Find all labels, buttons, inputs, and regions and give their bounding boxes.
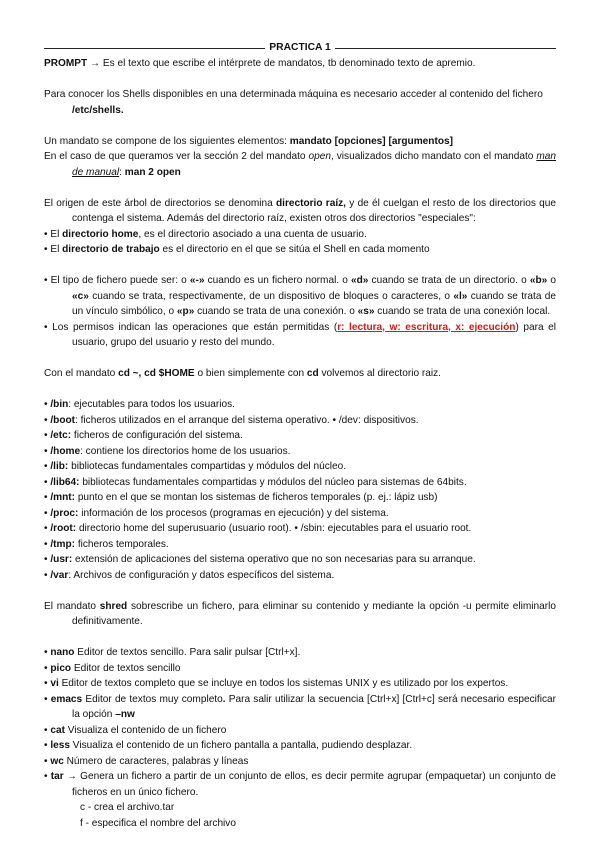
tipos-paragraph <box>44 273 556 320</box>
cmd-text: Editor de textos muy completo <box>82 693 223 705</box>
bullet: • <box>44 693 51 705</box>
document-page <box>44 40 556 831</box>
dir-text: : contiene los directorios home de los usuarios. <box>80 445 291 457</box>
dir-name: /home <box>50 445 81 457</box>
mandato-text: Un mandato se compone de los siguientes elementos: <box>44 135 290 147</box>
cd-b: cd ~, cd $HOME <box>118 368 195 379</box>
mandato-line2-a: En el caso de que queramos ver la sección 2 del mandato <box>44 151 309 162</box>
list-item <box>44 723 556 739</box>
mandato-cmd: man 2 open <box>124 166 181 178</box>
list-item <box>44 769 556 800</box>
cd-a: Con el mandato <box>44 368 119 379</box>
cmd-text2: Para salir utilizar la secuencia [Ctrl+x] [Ctrl+c] será necesario especificar la opción <box>72 693 556 720</box>
bullet: • <box>44 662 51 674</box>
cd-e: volvemos al directorio raiz. <box>318 368 441 379</box>
bullet: • <box>44 507 51 519</box>
list-item <box>44 428 556 444</box>
list-item <box>44 552 556 568</box>
dir-name: /tmp: <box>50 538 76 550</box>
mandato-line2-c: : <box>119 166 125 178</box>
tipos-p4: o <box>547 275 556 286</box>
dir-text: punto en el que se montan los sistemas de ficheros temporales (p. ej.: lápiz usb) <box>75 492 438 503</box>
cd-paragraph <box>44 366 556 382</box>
shred-paragraph <box>44 599 556 630</box>
dir-name: /boot <box>50 414 76 426</box>
bullet: • <box>44 492 51 503</box>
tipos-p3: cuando se trata de un directorio. o <box>368 275 530 286</box>
bullet: • <box>44 538 51 550</box>
dir-text: : ejecutables para todos los usuarios. <box>68 399 235 410</box>
dir-name: /lib: <box>50 461 69 472</box>
arbol-b: directorio raíz, <box>275 197 346 209</box>
dir-text: ficheros temporales. <box>75 538 169 550</box>
cd-c: o bien simplemente con <box>194 368 307 379</box>
tipos-m3: «b» <box>529 275 548 286</box>
dir-name: /usr: <box>50 554 73 565</box>
dir-text: : ficheros utilizados en el arranque del sistema operativo. • /dev: dispositivos. <box>75 414 419 426</box>
home-c: , es el directorio asociado a una cuenta de usuario. <box>138 228 367 240</box>
dir-text: información de los procesos (programas en ejecución) y del sistema. <box>78 507 389 519</box>
page-title: PRACTICA 1 <box>269 42 331 54</box>
tipos-m1: «-» <box>189 275 205 286</box>
bullet: • <box>44 740 51 751</box>
tipos-m5: «l» <box>453 290 468 302</box>
perm-a: • Los permisos indican las operaciones que están permitidas ( <box>44 321 338 333</box>
dir-text: bibliotecas fundamentales compartidas y módulos del núcleo. <box>68 461 347 472</box>
bullet: • <box>44 476 51 488</box>
tipos-p5: cuando se trata, respectivamente, de un dispositivo de bloques o caracteres, o <box>88 290 454 302</box>
cmd-name: cat <box>50 724 65 736</box>
tipos-p2: cuando es un fichero normal. o <box>204 275 351 286</box>
list-item <box>44 521 556 537</box>
prompt-term: PROMPT <box>44 58 88 69</box>
list-item <box>44 754 556 770</box>
perm-red: r: lectura, w: escritura, x: ejecución <box>337 321 516 333</box>
dir-text: : Archivos de configuración y datos específicos del sistema. <box>68 569 335 581</box>
list-item <box>44 692 556 723</box>
bullet: • <box>44 554 51 565</box>
trabajo-a: • El <box>44 244 63 255</box>
cmd-name: nano <box>50 647 75 658</box>
arbol-a: El origen de este árbol de directorios se denomina <box>44 197 276 209</box>
cmd-text: Número de caracteres, palabras y líneas <box>63 755 249 767</box>
trabajo-b: directorio de trabajo <box>62 244 160 255</box>
home-item <box>44 227 556 243</box>
list-item <box>44 490 556 506</box>
dir-name: /etc: <box>50 430 72 441</box>
bullet: • <box>44 678 51 689</box>
bullet: • <box>44 647 51 658</box>
dir-name: /var <box>50 569 69 581</box>
mandato-open: open <box>308 151 331 162</box>
mandato-syntax: mandato [opciones] [argumentos] <box>289 135 453 147</box>
cmds-list <box>44 645 556 831</box>
shells-file: /etc/shells. <box>72 104 124 116</box>
tar-option: c - crea el archivo.tar <box>80 802 175 813</box>
dir-text: bibliotecas fundamentales compartidas y módulos del núcleo para sistemas de 64bits. <box>79 476 467 488</box>
list-item <box>44 506 556 522</box>
tipos-p6: cuando se trata de un vínculo simbólico, o <box>72 290 557 317</box>
dir-name: /proc: <box>50 507 79 519</box>
prompt-arrow: → <box>90 58 101 69</box>
home-b: directorio home <box>62 228 139 240</box>
list-item <box>44 537 556 553</box>
bullet: • <box>44 523 51 534</box>
dir-name: /root: <box>50 523 77 534</box>
bullet: • <box>44 771 51 782</box>
tipos-m7: «s» <box>357 306 375 317</box>
mandato-man: man de manual <box>72 151 556 178</box>
shred-c: sobrescribe un fichero, para eliminar su contenido y mediante la opción -u permite eliminarlo definitivamente. <box>72 600 556 627</box>
title-rule-right <box>335 48 556 49</box>
cmd-text: Editor de textos sencillo <box>71 662 181 674</box>
shred-b: shred <box>99 600 128 612</box>
tipos-p8: cuando se trata de una conexión local. <box>374 306 551 317</box>
tipos-m4: «c» <box>72 290 89 302</box>
list-item <box>44 645 556 661</box>
bullet: • <box>44 755 51 767</box>
bullet: • <box>44 445 51 457</box>
tar-option: f - especifica el nombre del archivo <box>80 817 236 829</box>
mandato-line1 <box>44 134 556 150</box>
cmd-text: → Genera un fichero a partir de un conjunto de ellos, es decir permite agrupar (empaquetar) un conjunto de ficheros en un único fichero. <box>63 771 557 798</box>
dir-name: /lib64: <box>50 476 80 488</box>
cmd-name: vi <box>50 678 59 689</box>
prompt-paragraph <box>44 56 556 72</box>
cmd-name: tar <box>50 771 64 782</box>
bullet: • <box>44 399 51 410</box>
bullet: • <box>44 569 51 581</box>
dir-name: /mnt: <box>50 492 76 503</box>
cmd-name: wc <box>50 755 64 767</box>
shred-a: El mandato <box>44 600 100 612</box>
trabajo-item <box>44 242 556 258</box>
dirs-list <box>44 397 556 583</box>
list-item <box>44 475 556 491</box>
list-item <box>44 661 556 677</box>
dir-name: /bin <box>50 399 69 410</box>
cmd-text: Visualiza el contenido de un fichero <box>64 724 227 736</box>
prompt-text: Es el texto que escribe el intérprete de mandatos, tb denominado texto de apremio. <box>100 58 476 69</box>
cmd-opt: –nw <box>115 709 135 720</box>
home-a: • El <box>44 228 63 240</box>
arbol-c: y de él cuelgan el resto de los directorios que contenga el sistema. Además del directorio raíz, existen otros dos directorios "especiales": <box>72 197 556 224</box>
cmd-name: less <box>50 740 70 751</box>
shells-paragraph <box>44 87 556 118</box>
bullet: • <box>44 430 51 441</box>
list-item <box>44 413 556 429</box>
tipos-m6: «p» <box>176 306 195 317</box>
bullet: • <box>44 414 51 426</box>
list-item <box>44 676 556 692</box>
title-rule-left <box>44 48 265 49</box>
permisos-paragraph <box>44 320 556 351</box>
tipos-p7: cuando se trata de una conexión. o <box>194 306 358 317</box>
dir-text: ficheros de configuración del sistema. <box>71 430 243 441</box>
cmd-name: pico <box>50 662 72 674</box>
list-item <box>44 397 556 413</box>
mandato-line2-b: , visualizados dicho mandato con el mandato <box>330 151 537 162</box>
cmd-name: emacs <box>50 693 83 705</box>
arbol-paragraph <box>44 196 556 227</box>
list-item <box>44 444 556 460</box>
mandato-line2 <box>44 149 556 180</box>
bullet: • <box>44 724 51 736</box>
bullet: • <box>44 461 51 472</box>
tipos-m2: «d» <box>351 275 369 286</box>
list-item <box>44 459 556 475</box>
tipos-p1: • El tipo de fichero puede ser: o <box>44 275 190 286</box>
perm-b: ) para el usuario, grupo del usuario y resto del mundo. <box>72 321 556 348</box>
cmd-text: Editor de textos sencillo. Para salir pulsar [Ctrl+x]. <box>74 647 301 658</box>
list-item <box>44 568 556 584</box>
cd-d: cd <box>306 368 319 379</box>
cmd-bold-dot: . <box>222 693 226 705</box>
cmd-text: Visualiza el contenido de un fichero pantalla a pantalla, pudiendo desplazar. <box>70 740 413 751</box>
title-row <box>44 40 556 56</box>
list-item <box>44 738 556 754</box>
shells-text: Para conocer los Shells disponibles en una determinada máquina es necesario acceder al contenido del fichero <box>44 89 543 100</box>
dir-text: directorio home del superusuario (usuario root). • /sbin: ejecutables para el usuario root. <box>76 523 472 534</box>
cmd-text: Editor de textos completo que se incluye en todos los sistemas UNIX y es utilizado por los expertos. <box>58 678 509 689</box>
trabajo-c: es el directorio en el que se sitúa el Shell en cada momento <box>159 244 430 255</box>
dir-text: extensión de aplicaciones del sistema operativo que no son necesarias para su arranque. <box>72 554 476 565</box>
